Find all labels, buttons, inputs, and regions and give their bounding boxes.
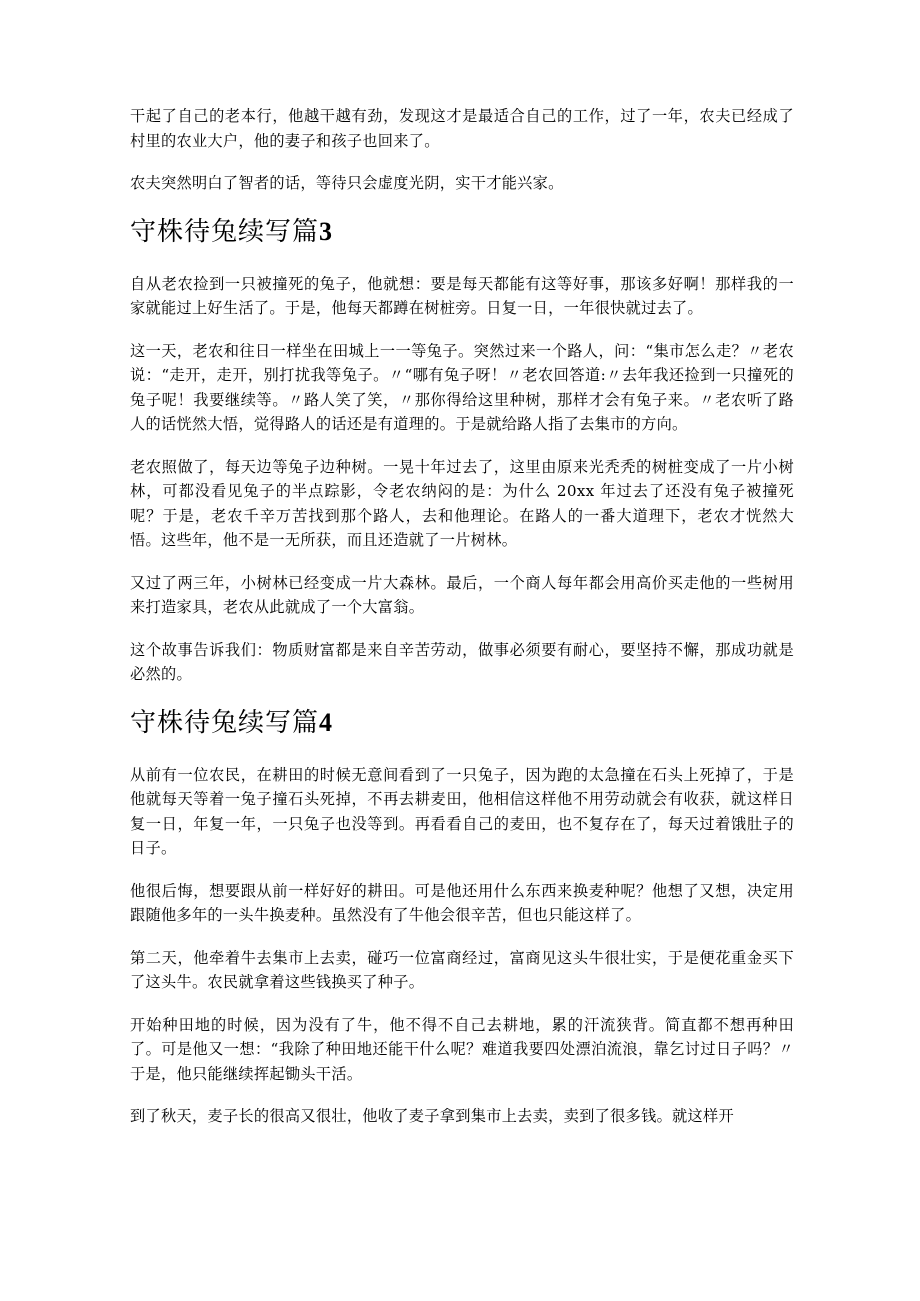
section-number: 3 xyxy=(319,216,334,246)
section-number: 4 xyxy=(319,707,334,737)
paragraph: 他很后悔，想要跟从前一样好好的耕田。可是他还用什么东西来换麦种呢？他想了又想，决定用跟随他多年的一头牛换麦种。虽然没有了牛他会很辛苦，但也只能这样了。 xyxy=(130,881,794,924)
paragraph: 这个故事告诉我们：物质财富都是来自辛苦劳动，做事必须要有耐心，要坚持不懈，那成功就是必然的。 xyxy=(130,640,794,683)
paragraph: 开始种田地的时候，因为没有了牛，他不得不自己去耕地，累的汗流狭背。简直都不想再种田了。可是他又一想：“我除了种田地还能干什么呢？难道我要四处漂泊流浪，靠乞讨过日子吗？〃于是，他只能继续挥起锄头干活。 xyxy=(130,1015,794,1083)
paragraph: 到了秋天，麦子长的很高又很壮，他收了麦子拿到集市上去卖，卖到了很多钱。就这样开 xyxy=(130,1107,735,1125)
paragraph: 干起了自己的老本行，他越干越有劲，发现这才是最适合自己的工作，过了一年，农夫已经成了村里的农业大户，他的妻子和孩子也回来了。 xyxy=(130,107,794,150)
paragraph: 又过了两三年，小树林已经变成一片大森林。最后，一个商人每年都会用高价买走他的一些树用来打造家具，老农从此就成了一个大富翁。 xyxy=(130,573,794,616)
paragraph: 自从老农捡到一只被撞死的兔子，他就想：要是每天都能有这等好事，那该多好啊！那样我的一家就能过上好生活了。于是，他每天都蹲在树桩旁。日复一日，一年很快就过去了。 xyxy=(130,274,794,317)
document-page xyxy=(130,104,794,1147)
section-title: 守株待兔续写篇 xyxy=(130,707,320,738)
section-4 xyxy=(130,705,794,1129)
section-title: 守株待兔续写篇 xyxy=(130,216,320,247)
paragraph: 农夫突然明白了智者的话，等待只会虚度光阴，实干才能兴家。 xyxy=(130,174,564,192)
paragraph: 这一天，老农和往日一样坐在田城上一一等兔子。突然过来一个路人，问：“集市怎么走？〃老农说：“走开，走开，别打扰我等兔子。〃“哪有兔子呀！〃老农回答道:〃去年我还捡到一只撞死的兔子呢！我要继续等。〃路人笑了笑，〃那你得给这里种树，那样才会有兔子来。〃老农听了路人的话恍然大悟，觉得路人的话还是有道理的。于是就给路人指了去集市的方向。 xyxy=(130,341,794,433)
paragraph: 从前有一位农民，在耕田的时候无意间看到了一只兔子，因为跑的太急撞在石头上死掉了，于是他就每天等着一兔子撞石头死掉，不再去耕麦田，他相信这样他不用劳动就会有收获，就这样日复一日，年复一年，一只兔子也没等到。再看看自己的麦田，也不复存在了，每天过着饿肚子的日子。 xyxy=(130,765,794,857)
section-heading xyxy=(130,214,794,250)
paragraph: 老农照做了，每天边等兔子边种树。一晃十年过去了，这里由原来光秃秃的树桩变成了一片小树林，可都没看见兔子的半点踪影，令老农纳闷的是：为什么 20xx 年过去了还没有兔子被撞死呢？于是，老农千辛万苦找到那个路人，去和他理论。在路人的一番大道理下，老农才恍然大悟。这些年，他不是一无所获，而且还造就了一片树林。 xyxy=(130,457,794,549)
paragraph: 第二天，他牵着牛去集市上去卖，碰巧一位富商经过，富商见这头牛很壮实，于是便花重金买下了这头牛。农民就拿着这些钱换买了种子。 xyxy=(130,948,794,991)
section-3 xyxy=(130,214,794,687)
section-heading xyxy=(130,705,794,741)
